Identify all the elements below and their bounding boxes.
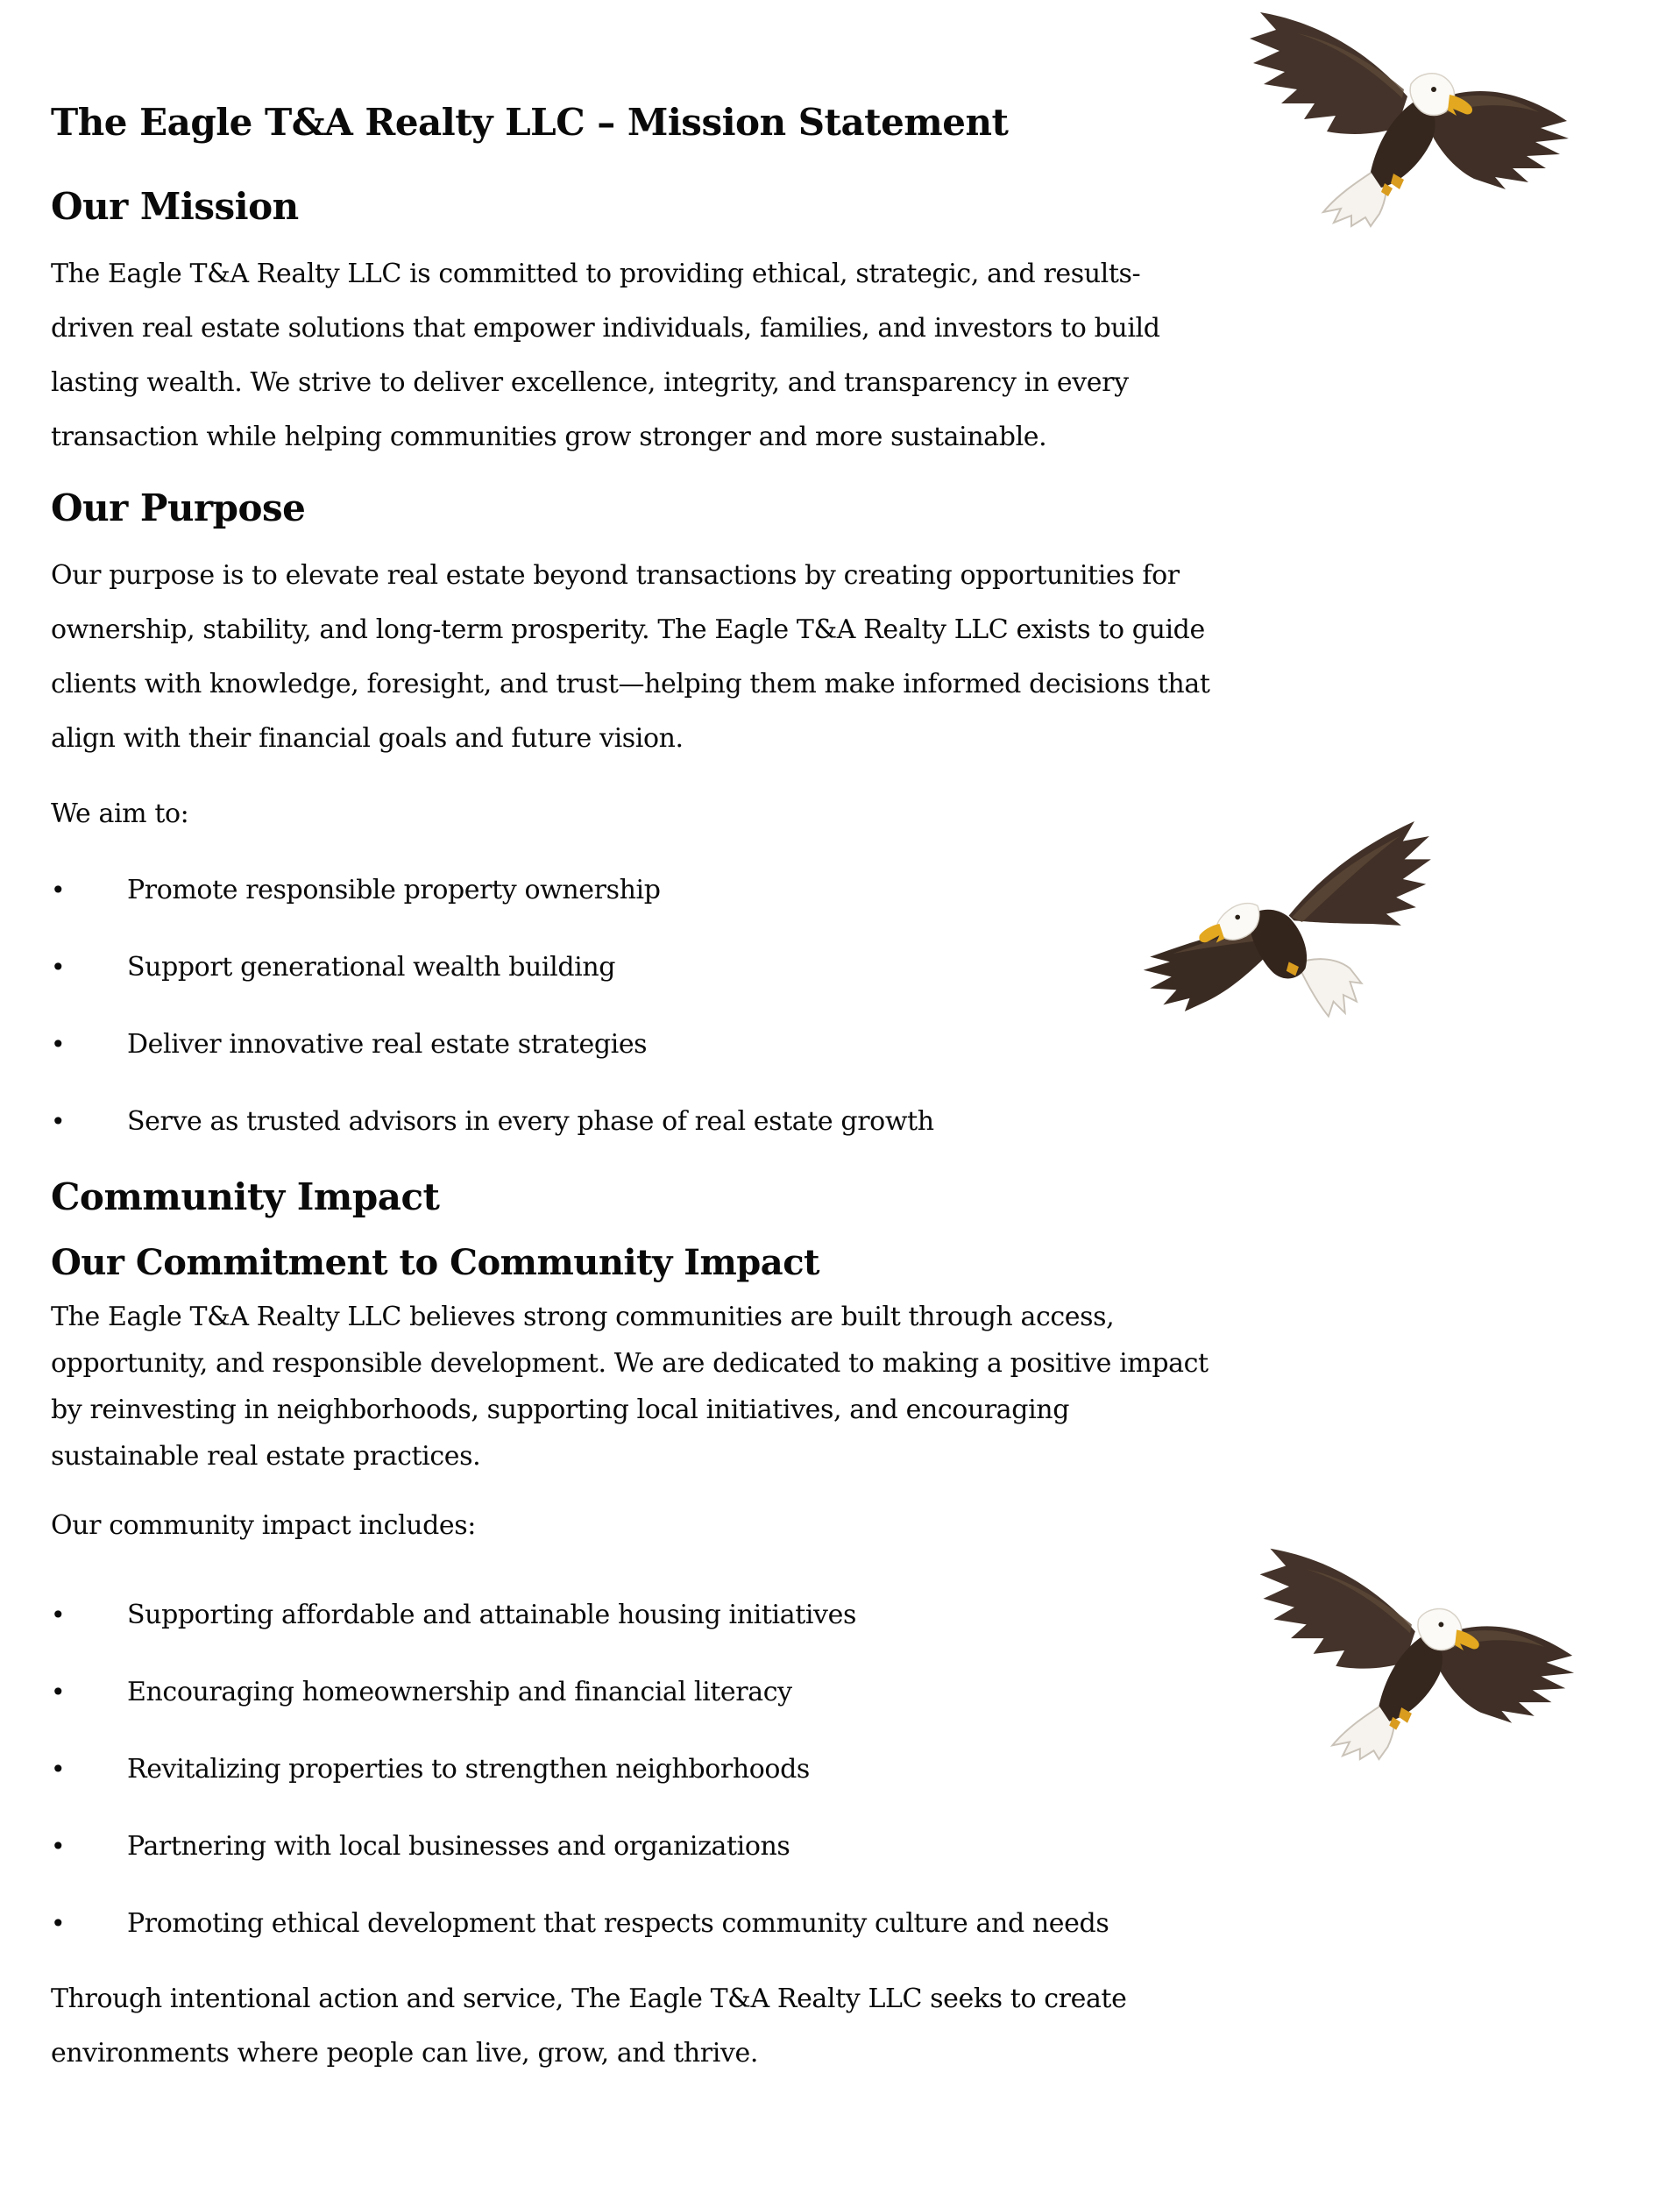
community-includes-intro [51, 1499, 476, 1553]
text-line: by reinvesting in neighborhoods, supporting local initiatives, and encouraging [51, 1395, 1070, 1425]
text-line: lasting wealth. We strive to deliver excellence, integrity, and transparency in every [51, 367, 1129, 398]
list-item-text: Encouraging homeownership and financial literacy [127, 1677, 792, 1707]
list-item-text: Serve as trusted advisors in every phase of real estate growth [127, 1106, 934, 1137]
bullet-dot: • [51, 1832, 66, 1861]
list-item [51, 1820, 1109, 1874]
list-item [51, 1897, 1109, 1951]
list-item [51, 1018, 934, 1072]
list-item-text: Support generational wealth building [127, 952, 616, 983]
paragraph-purpose [51, 549, 1209, 766]
community-bullet-list [51, 1588, 1109, 1974]
list-item-text: Partnering with local businesses and organizations [127, 1831, 790, 1862]
page-title: The Eagle T&A Realty LLC – Mission Statement [51, 101, 1009, 144]
text-line: environments where people can live, grow, and thrive. [51, 2038, 758, 2069]
aim-intro [51, 787, 188, 841]
text-line: driven real estate solutions that empower individuals, families, and investors to build [51, 313, 1160, 344]
text-line: We aim to: [51, 798, 189, 829]
list-item-text: Promote responsible property ownership [127, 875, 661, 905]
eagle-soaring-image-bottom [1234, 1532, 1579, 1765]
bullet-dot: • [51, 1678, 66, 1707]
list-item-text: Deliver innovative real estate strategies [127, 1029, 648, 1060]
paragraph-mission [51, 247, 1160, 465]
text-line: Our community impact includes: [51, 1510, 476, 1541]
paragraph-closing [51, 1972, 1126, 2081]
text-line: sustainable real estate practices. [51, 1441, 481, 1472]
list-item-text: Promoting ethical development that respects community culture and needs [127, 1908, 1109, 1939]
list-item [51, 1742, 1109, 1797]
list-item [51, 1095, 934, 1149]
bullet-dot: • [51, 1755, 66, 1784]
text-line: transaction while helping communities grow stronger and more sustainable. [51, 422, 1047, 452]
text-line: opportunity, and responsible development. We are dedicated to making a positive impact [51, 1348, 1209, 1379]
list-item-text: Supporting affordable and attainable housing initiatives [127, 1600, 856, 1630]
eagle-soaring-image-top [1223, 0, 1575, 228]
heading-our-mission: Our Mission [51, 185, 299, 228]
bullet-dot: • [51, 1600, 66, 1629]
heading-our-purpose: Our Purpose [51, 486, 306, 529]
text-line: The Eagle T&A Realty LLC is committed to providing ethical, strategic, and results- [51, 259, 1141, 289]
list-item [51, 863, 934, 918]
list-item-text: Revitalizing properties to strengthen neighborhoods [127, 1754, 810, 1785]
heading-community-impact: Community Impact [51, 1175, 440, 1218]
bullet-dot: • [51, 876, 66, 905]
text-line: ownership, stability, and long-term prosperity. The Eagle T&A Realty LLC exists to guide [51, 614, 1205, 645]
bullet-dot: • [51, 1107, 66, 1136]
list-item [51, 1588, 1109, 1643]
bullet-dot: • [51, 953, 66, 982]
text-line: align with their financial goals and future vision. [51, 723, 684, 754]
aim-bullet-list [51, 863, 934, 1172]
eagle-wings-raised-image-middle [1120, 793, 1448, 1025]
text-line: The Eagle T&A Realty LLC believes strong communities are built through access, [51, 1302, 1115, 1332]
text-line: Our purpose is to elevate real estate beyond transactions by creating opportunities for [51, 560, 1180, 591]
text-line: Through intentional action and service, The Eagle T&A Realty LLC seeks to create [51, 1984, 1127, 2014]
list-item [51, 1665, 1109, 1720]
paragraph-community [51, 1294, 1209, 1480]
text-line: clients with knowledge, foresight, and trust—helping them make informed decisions that [51, 669, 1210, 699]
heading-community-commitment: Our Commitment to Community Impact [51, 1242, 820, 1283]
bullet-dot: • [51, 1030, 66, 1059]
list-item [51, 940, 934, 995]
bullet-dot: • [51, 1909, 66, 1938]
